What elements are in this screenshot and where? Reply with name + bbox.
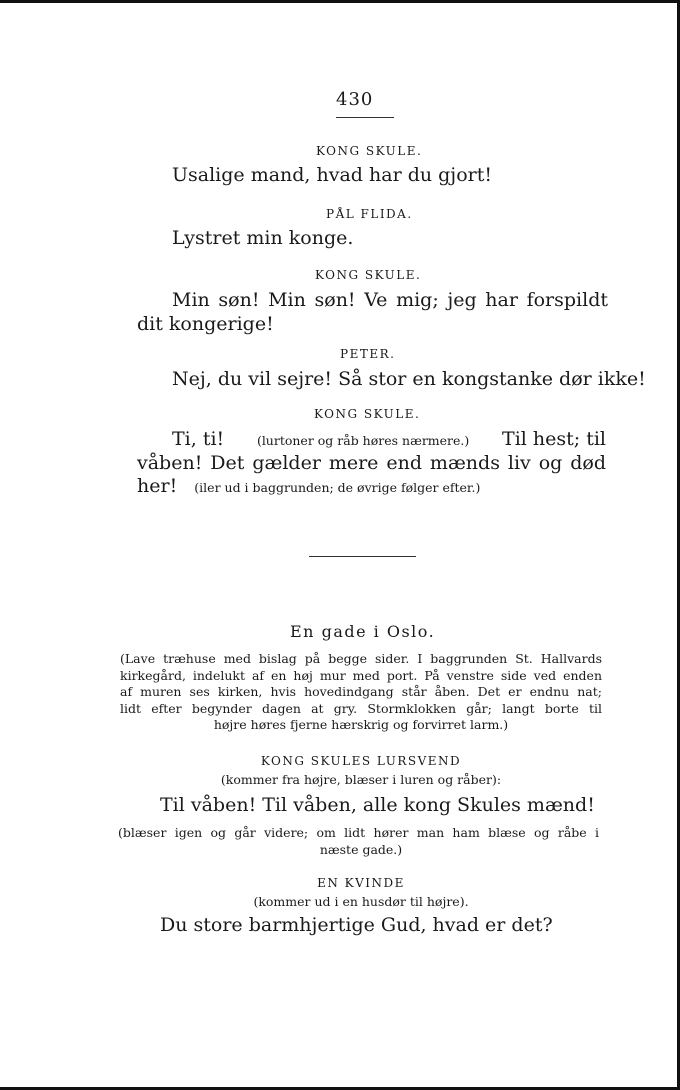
speaker-name: KONG SKULE.	[316, 144, 423, 158]
stage-direction: (blæser igen og går videre; om lidt hører man ham blæse og råbe i	[118, 825, 599, 840]
speaker-name: KONG SKULE.	[314, 407, 421, 421]
speaker-name: KONG SKULES LURSVEND	[260, 754, 462, 768]
speaker-name: PÅL FLIDA.	[326, 207, 413, 221]
scene-description-line: højre høres fjerne hærskrig og forvirret larm.)	[213, 717, 509, 732]
dialogue-line	[172, 428, 606, 450]
scene-description-line: af muren ses kirken, hvis hovedindgang står åben. Det er endnu nat;	[120, 684, 602, 699]
dialogue-line: Til våben! Til våben, alle kong Skules mænd!	[160, 794, 595, 816]
dialogue-line-continuation	[137, 475, 480, 497]
stage-direction: næste gade.)	[319, 842, 403, 857]
scene-description-line: (Lave træhuse med bislag på begge sider. I baggrunden St. Hallvards	[120, 651, 602, 666]
stage-direction: (lurtoner og råb høres nærmere.)	[256, 433, 470, 448]
dialogue-line-continuation: dit kongerige!	[137, 313, 274, 335]
speaker-name: PETER.	[340, 347, 396, 361]
dialogue-line: Du store barmhjertige Gud, hvad er det?	[160, 914, 553, 936]
section-separator	[309, 556, 416, 557]
dialogue-line: Usalige mand, hvad har du gjort!	[172, 164, 492, 186]
speaker-name: KONG SKULE.	[315, 268, 422, 282]
dialogue-line: Lystret min konge.	[172, 227, 354, 249]
page-number-rule	[336, 117, 394, 118]
dialogue-line: Min søn! Min søn! Ve mig; jeg har forspildt	[172, 289, 608, 311]
stage-direction: (kommer fra højre, blæser i luren og råber):	[220, 772, 502, 787]
dialogue-line-continuation: våben! Det gælder mere end mænds liv og død	[137, 452, 606, 474]
dialogue-text: Ti, ti!	[172, 428, 225, 450]
scene-description-line: kirkegård, indelukt af en høj mur med port. På venstre side ved enden	[120, 667, 602, 683]
page-number: 430	[336, 89, 374, 110]
dialogue-text: Til hest; til	[502, 428, 606, 450]
scene-heading: En gade i Oslo.	[290, 622, 436, 641]
scene-description	[120, 651, 602, 734]
stage-direction: (iler ud i baggrunden; de øvrige følger efter.)	[194, 480, 481, 495]
speaker-name: EN KVINDE	[317, 876, 405, 890]
scene-description-line: lidt efter begynder dagen at gry. Stormklokken går; langt borte til	[120, 700, 602, 716]
stage-direction: (kommer ud i en husdør til højre).	[253, 894, 469, 909]
dialogue-text: her!	[137, 475, 178, 497]
page-frame-top	[0, 0, 680, 3]
dialogue-line: Nej, du vil sejre! Så stor en kongstanke dør ikke!	[172, 368, 646, 390]
